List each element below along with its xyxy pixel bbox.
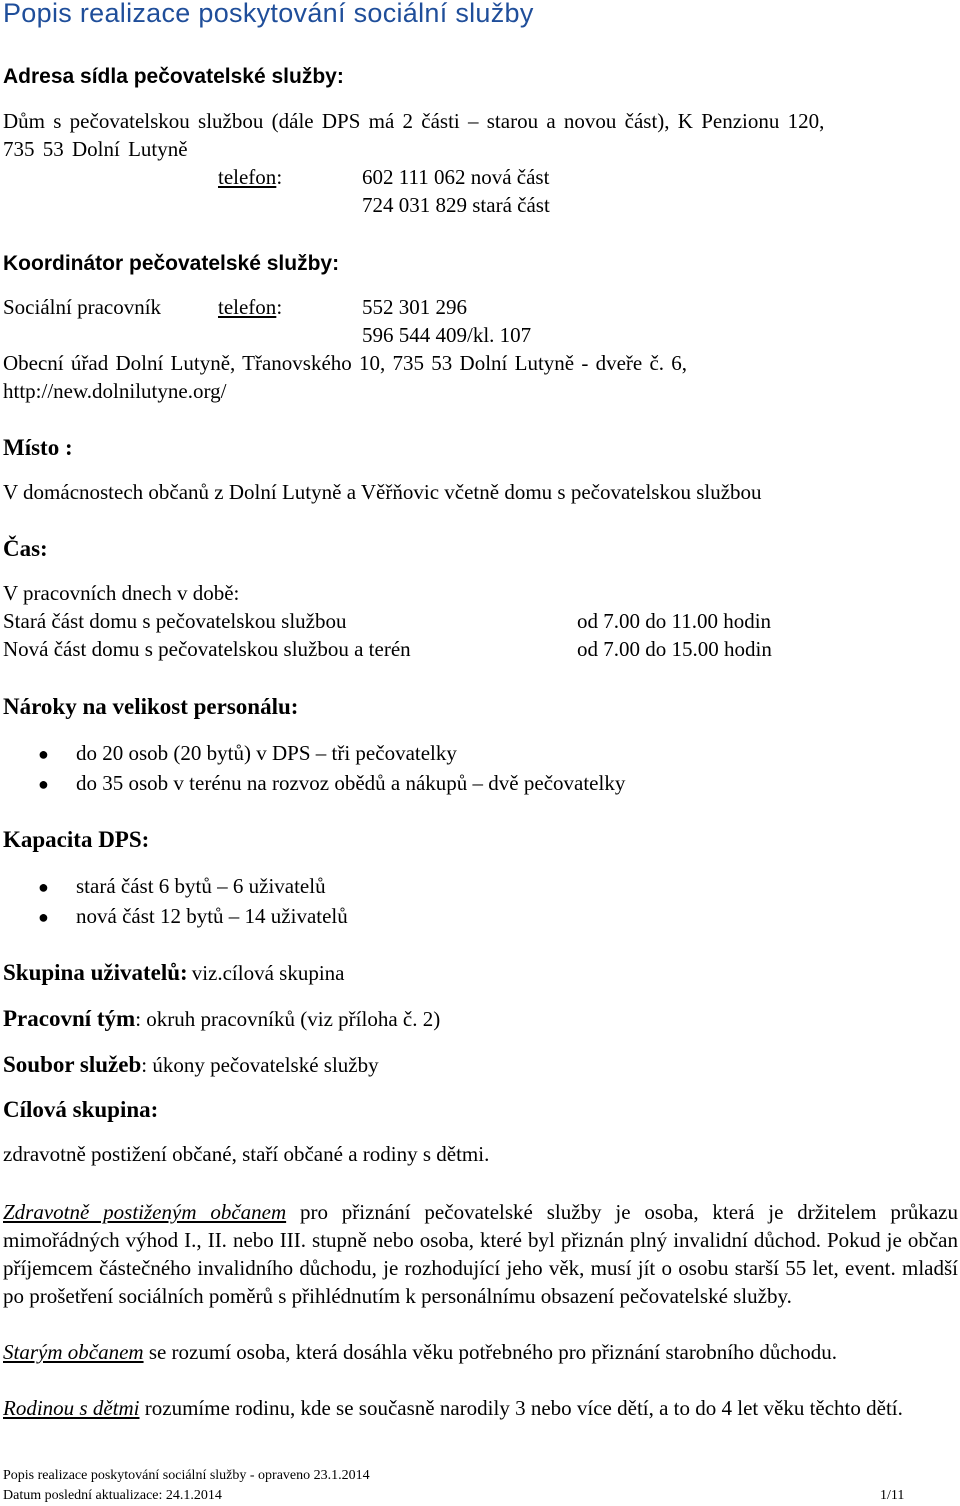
website-link[interactable]: http://new.dolnilutyne.org/ <box>3 379 227 403</box>
capacity-heading: Kapacita DPS: <box>3 827 150 852</box>
address-phone-new: 602 111 062 nová část <box>362 165 550 189</box>
staff-heading: Nároky na velikost personálu: <box>3 694 299 719</box>
page-title: Popis realizace poskytování sociální služby <box>3 0 534 28</box>
address-line-2: 735 53 Dolní Lutyně <box>3 137 188 161</box>
target-heading: Cílová skupina: <box>3 1097 159 1122</box>
time-intro: V pracovních dnech v době: <box>3 581 240 605</box>
list-item: do 20 osob (20 bytů) v DPS – tři pečovatelky <box>76 741 457 765</box>
bullet-icon: ● <box>38 877 49 897</box>
time-row-hours: od 7.00 do 11.00 hodin <box>577 609 772 633</box>
address-phone-label: telefon: <box>218 165 283 189</box>
footer-page-number: 1/11 <box>880 1488 905 1503</box>
work-team: Pracovní tým: okruh pracovníků (viz příloha č. 2) <box>3 1006 441 1031</box>
address-heading: Adresa sídla pečovatelské služby: <box>3 65 344 88</box>
coordinator-phone-label: telefon: <box>218 295 283 319</box>
users-group: Skupina uživatelů: viz.cílová skupina <box>3 960 345 985</box>
place-heading: Místo : <box>3 435 73 460</box>
coordinator-role: Sociální pracovník <box>3 295 162 319</box>
office-address: Obecní úřad Dolní Lutyně, Třanovského 10, 735 53 Dolní Lutyně - dveře č. 6, <box>3 351 688 375</box>
address-phone-old: 724 031 829 stará část <box>362 193 550 217</box>
time-row-hours: od 7.00 do 15.00 hodin <box>577 637 772 661</box>
paragraph-elderly: Starým občanem se rozumí osoba, která dosáhla věku potřebného pro přiznání starobního důchodu. <box>3 1340 837 1364</box>
paragraph-disabled: Zdravotně postiženým občanem pro přiznání pečovatelské služby je osoba, která je držitelem průkazu mimořádných výhod I., II. nebo III. stupně nebo osoba, které byl přiznán plný invalidní důchod. Pokud je občan příjemcem částečného invalidního důchodu, je rozhodující jeho věk, musí jít o osobu starší 55 let, event. mladší po prošetření sociálních poměrů s přihlédnutím k personálnímu obsazení pečovatelské služby. <box>3 1200 958 1308</box>
footer-doc-title: Popis realizace poskytování sociální služby - opraveno 23.1.2014 <box>3 1468 370 1483</box>
coordinator-phone-1: 552 301 296 <box>362 295 467 319</box>
bullet-icon: ● <box>38 907 49 927</box>
place-text: V domácnostech občanů z Dolní Lutyně a Věřňovic včetně domu s pečovatelskou službou <box>3 480 762 504</box>
time-row-label: Nová část domu s pečovatelskou službou a terén <box>3 637 411 661</box>
target-summary: zdravotně postižení občané, staří občané a rodiny s dětmi. <box>3 1142 490 1166</box>
footer-last-update: Datum poslední aktualizace: 24.1.2014 <box>3 1488 222 1503</box>
list-item: nová část 12 bytů – 14 uživatelů <box>76 904 348 928</box>
bullet-icon: ● <box>38 744 49 764</box>
coordinator-heading: Koordinátor pečovatelské služby: <box>3 252 340 275</box>
list-item: do 35 osob v terénu na rozvoz obědů a nákupů – dvě pečovatelky <box>76 771 626 795</box>
address-line-1: Dům s pečovatelskou službou (dále DPS má 2 části – starou a novou část), K Penzionu 120, <box>3 109 825 133</box>
bullet-icon: ● <box>38 774 49 794</box>
time-row-label: Stará část domu s pečovatelskou službou <box>3 609 347 633</box>
paragraph-family: Rodinou s dětmi rozumíme rodinu, kde se současně narodily 3 nebo více dětí, a to do 4 let věku těchto dětí. <box>3 1396 903 1420</box>
list-item: stará část 6 bytů – 6 uživatelů <box>76 874 326 898</box>
coordinator-phone-2: 596 544 409/kl. 107 <box>362 323 532 347</box>
services-set: Soubor služeb: úkony pečovatelské služby <box>3 1052 379 1077</box>
time-heading: Čas: <box>3 536 48 561</box>
